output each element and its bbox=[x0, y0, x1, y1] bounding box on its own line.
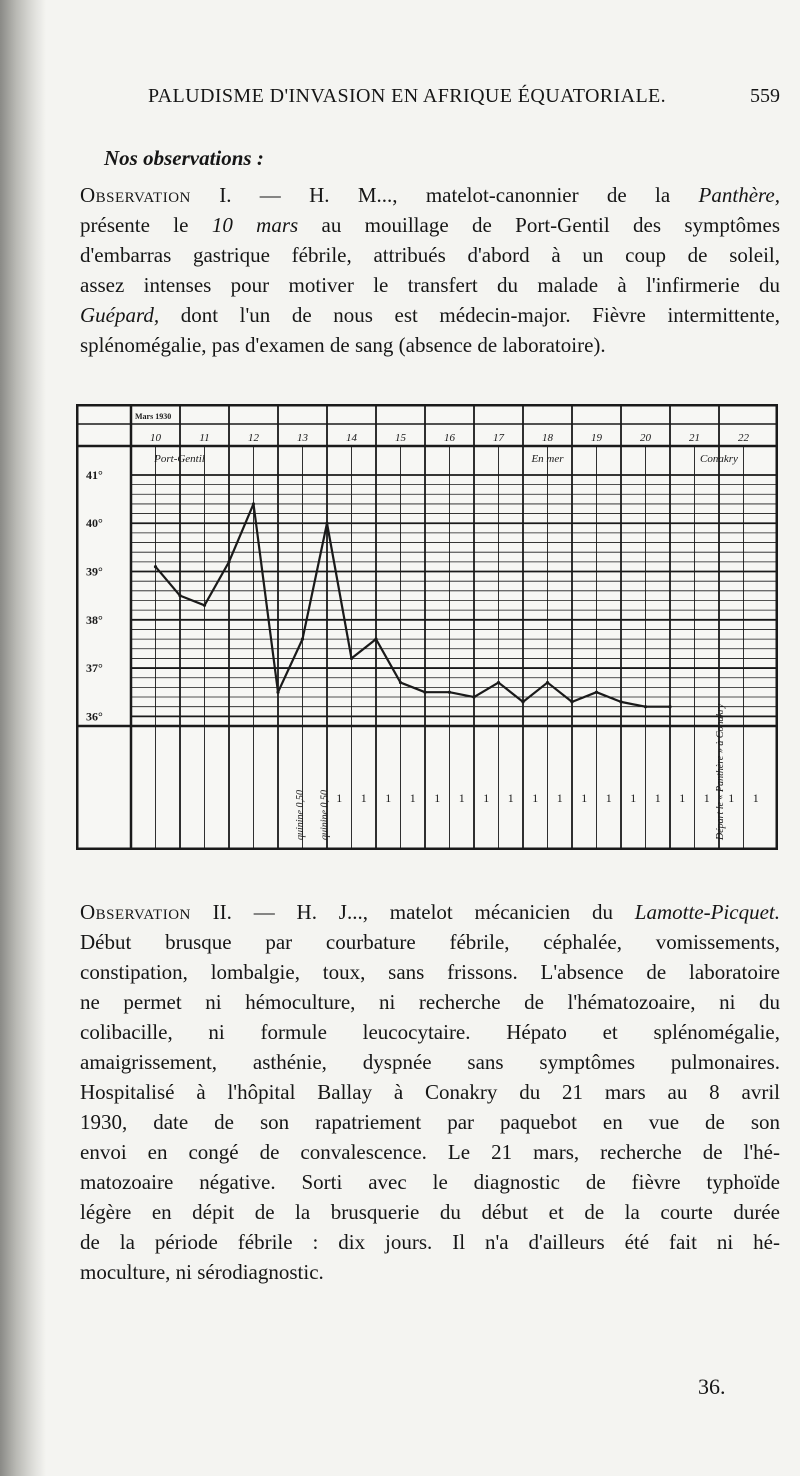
text-run: présente le bbox=[80, 213, 212, 237]
page-number: 559 bbox=[750, 85, 780, 107]
y-tick-label: 40° bbox=[86, 516, 103, 531]
temperature-point bbox=[374, 638, 377, 641]
date-label: 20 bbox=[640, 432, 651, 444]
dose-mark: 1 bbox=[434, 791, 441, 805]
temperature-point bbox=[423, 691, 426, 694]
temperature-point bbox=[301, 638, 304, 641]
temperature-chart bbox=[76, 404, 778, 850]
text-run: Observation bbox=[80, 900, 191, 924]
text-line bbox=[80, 210, 780, 240]
observation-1-paragraph bbox=[80, 180, 780, 360]
month-label: Mars 1930 bbox=[135, 412, 172, 421]
date-label: 22 bbox=[738, 432, 749, 444]
text-run: amaigrissement, asthénie, dyspnée sans symptômes pulmonaires. bbox=[80, 1050, 780, 1074]
y-tick-label: 39° bbox=[86, 564, 103, 579]
text-run: Début brusque par courbature fébrile, céphalée, vomissements, bbox=[80, 930, 780, 954]
temperature-point bbox=[178, 594, 181, 597]
text-line bbox=[80, 1197, 780, 1227]
y-tick-label: 36° bbox=[86, 709, 103, 724]
temperature-point bbox=[619, 700, 622, 703]
text-run: assez intenses pour motiver le transfert du malade à l'infirmerie du bbox=[80, 273, 780, 297]
text-line bbox=[80, 927, 780, 957]
dose-mark: 1 bbox=[630, 791, 637, 805]
place-label: En mer bbox=[531, 453, 564, 465]
text-line bbox=[80, 1017, 780, 1047]
date-label: 10 bbox=[150, 432, 161, 444]
dose-mark: 1 bbox=[679, 791, 686, 805]
date-label: 13 bbox=[297, 432, 308, 444]
text-run: Lamotte-Picquet. bbox=[634, 900, 780, 924]
date-label: 12 bbox=[248, 432, 259, 444]
temperature-point bbox=[472, 695, 475, 698]
treatment-label: quinine 0,50 bbox=[319, 790, 331, 840]
text-line bbox=[80, 300, 780, 330]
date-label: 18 bbox=[542, 432, 553, 444]
y-tick-label: 38° bbox=[86, 612, 103, 627]
text-line bbox=[80, 897, 780, 927]
temperature-point bbox=[399, 681, 402, 684]
signature-mark: 36. bbox=[698, 1374, 726, 1399]
temperature-point bbox=[325, 522, 328, 525]
text-line bbox=[80, 1137, 780, 1167]
text-run: envoi en congé de convalescence. Le 21 mars, recherche de l'hé- bbox=[80, 1140, 780, 1164]
section-heading: Nos observations : bbox=[104, 146, 264, 170]
text-run: dont l'un de nous est médecin-major. Fièvre intermittente, bbox=[159, 303, 780, 327]
text-run: légère en dépit de la brusquerie du début et de la courte durée bbox=[80, 1200, 780, 1224]
y-tick-label: 37° bbox=[86, 661, 103, 676]
temperature-point bbox=[595, 691, 598, 694]
dose-mark: 1 bbox=[409, 791, 416, 805]
observation-2-paragraph bbox=[80, 897, 780, 1287]
text-run: 1930, date de son rapatriement par paquebot en vue de son bbox=[80, 1110, 780, 1134]
place-label: Port-Gentil bbox=[154, 453, 205, 465]
date-label: 21 bbox=[689, 432, 700, 444]
dose-mark: 1 bbox=[385, 791, 392, 805]
text-run: Observation bbox=[80, 183, 191, 207]
text-run: matozoaire négative. Sorti avec le diagnostic de fièvre typhoïde bbox=[80, 1170, 780, 1194]
y-tick-label: 41° bbox=[86, 467, 103, 482]
text-run: Guépard, bbox=[80, 303, 160, 327]
dose-mark: 1 bbox=[605, 791, 612, 805]
dose-mark: 1 bbox=[556, 791, 563, 805]
text-run: I. — H. M..., matelot-canonnier de la bbox=[190, 183, 699, 207]
text-line bbox=[80, 270, 780, 300]
temperature-point bbox=[448, 691, 451, 694]
dose-mark: 1 bbox=[483, 791, 490, 805]
text-run: Hospitalisé à l'hôpital Ballay à Conakry du 21 mars au 8 avril bbox=[80, 1080, 780, 1104]
dose-mark: 1 bbox=[507, 791, 514, 805]
text-line bbox=[80, 1047, 780, 1077]
text-run: colibacille, ni formule leucocytaire. Hépato et splénomégalie, bbox=[80, 1020, 780, 1044]
running-head: PALUDISME D'INVASION EN AFRIQUE ÉQUATORIALE. bbox=[148, 85, 667, 107]
text-line bbox=[80, 987, 780, 1017]
treatment-label: quinine 0,50 bbox=[294, 790, 306, 840]
text-line bbox=[80, 1227, 780, 1257]
text-line bbox=[80, 240, 780, 270]
dose-mark: 1 bbox=[654, 791, 661, 805]
scan-edge bbox=[0, 0, 46, 1476]
text-run: ne permet ni hémoculture, ni recherche de l'hématozoaire, ni du bbox=[80, 990, 780, 1014]
temperature-point bbox=[203, 604, 206, 607]
text-run: constipation, lombalgie, toux, sans frissons. L'absence de laboratoire bbox=[80, 960, 780, 984]
dose-mark: 1 bbox=[752, 791, 759, 805]
date-label: 16 bbox=[444, 432, 455, 444]
place-label: Conakry bbox=[700, 453, 738, 465]
page-header bbox=[148, 85, 780, 115]
temperature-point bbox=[154, 565, 157, 568]
date-label: 15 bbox=[395, 432, 406, 444]
text-line bbox=[80, 1107, 780, 1137]
text-line bbox=[80, 957, 780, 987]
date-label: 17 bbox=[493, 432, 504, 444]
text-run: de la période fébrile : dix jours. Il n'a d'ailleurs été fait ni hé- bbox=[80, 1230, 780, 1254]
dose-mark: 1 bbox=[336, 791, 343, 805]
dose-mark: 1 bbox=[581, 791, 588, 805]
temperature-point bbox=[546, 681, 549, 684]
temperature-point bbox=[668, 705, 671, 708]
temperature-point bbox=[644, 705, 647, 708]
temperature-point bbox=[227, 560, 230, 563]
date-label: 14 bbox=[346, 432, 357, 444]
temperature-point bbox=[497, 681, 500, 684]
dose-mark: 1 bbox=[532, 791, 539, 805]
date-label: 11 bbox=[199, 432, 210, 444]
chart-frame bbox=[77, 405, 777, 849]
text-run: moculture, ni sérodiagnostic. bbox=[80, 1260, 324, 1284]
text-run: au mouillage de Port-Gentil des symptômes bbox=[298, 213, 780, 237]
temperature-point bbox=[350, 657, 353, 660]
dose-mark: 1 bbox=[360, 791, 367, 805]
temperature-point bbox=[521, 700, 524, 703]
text-line bbox=[80, 1077, 780, 1107]
temperature-point bbox=[570, 700, 573, 703]
text-run: d'embarras gastrique fébrile, attribués d'abord à un coup de soleil, bbox=[80, 243, 780, 267]
dose-mark: 1 bbox=[728, 791, 735, 805]
text-run: 10 mars bbox=[211, 213, 299, 237]
date-label: 19 bbox=[591, 432, 602, 444]
text-run: splénomégalie, pas d'examen de sang (absence de laboratoire). bbox=[80, 333, 606, 357]
text-line bbox=[80, 1167, 780, 1197]
text-run: II. — H. J..., matelot mécanicien du bbox=[190, 900, 635, 924]
text-line bbox=[80, 330, 780, 360]
dose-mark: 1 bbox=[458, 791, 465, 805]
temperature-point bbox=[276, 691, 279, 694]
text-run: Panthère, bbox=[698, 183, 780, 207]
temperature-point bbox=[252, 502, 255, 505]
text-line bbox=[80, 1257, 780, 1287]
text-line bbox=[80, 180, 780, 210]
rapatriement-label: Départ le « Panthère » à Conakry bbox=[715, 703, 726, 840]
dose-mark: 1 bbox=[703, 791, 710, 805]
